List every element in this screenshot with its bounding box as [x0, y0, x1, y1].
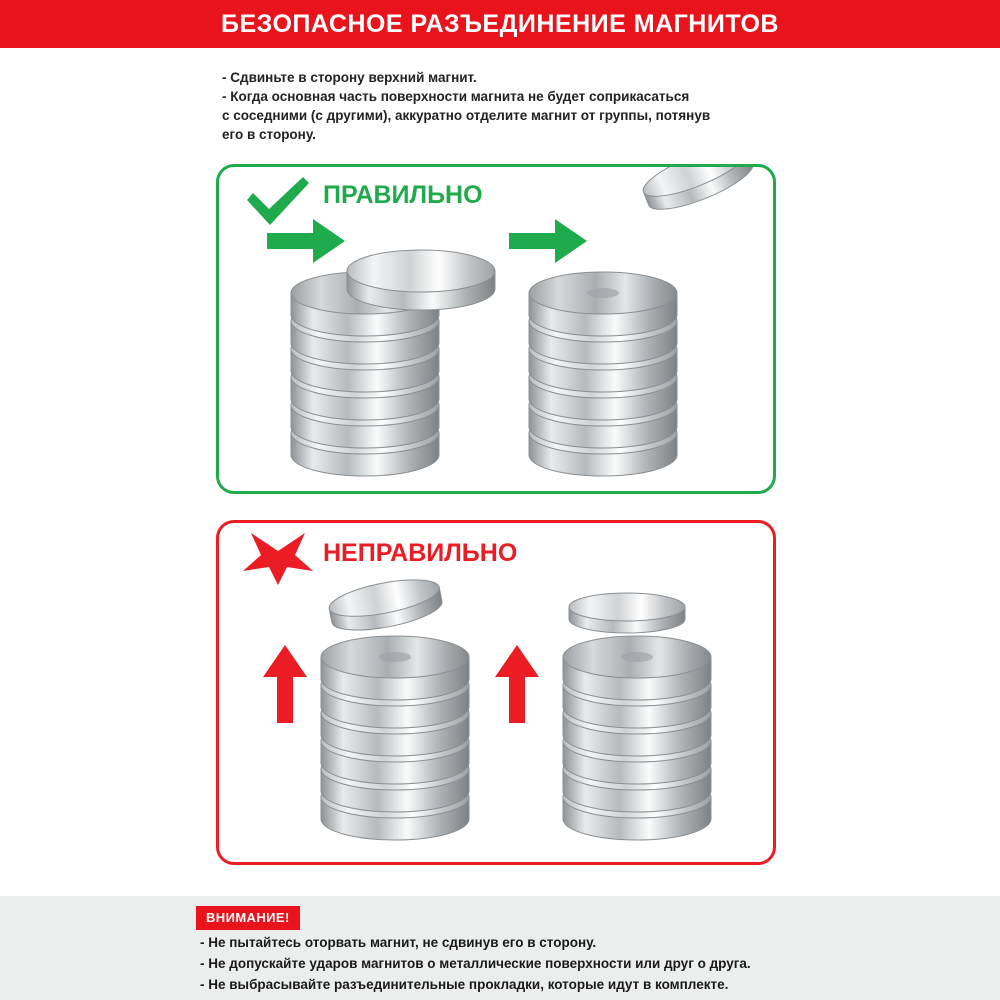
- footer-note-2: - Не допускайте ударов магнитов о металлические поверхности или друг о друга.: [200, 956, 751, 971]
- intro-line-4: его в сторону.: [222, 127, 316, 142]
- wrong-illustration: [219, 523, 773, 862]
- intro-instructions: [222, 68, 842, 144]
- magnet-ripped-left: [326, 573, 444, 638]
- right-arrow-icon-1: [267, 219, 345, 263]
- magnet-stack-left-wrong: [321, 636, 469, 840]
- magnet-ripped-right: [569, 593, 685, 633]
- footer-note-1: - Не пытайтесь оторвать магнит, не сдвинув его в сторону.: [200, 935, 597, 950]
- right-arrow-icon-2: [509, 219, 587, 263]
- footer-note-3: - Не выбрасывайте разъединительные прокладки, которые идут в комплекте.: [200, 977, 729, 992]
- magnet-stack-left: [291, 250, 495, 476]
- intro-line-1: - Сдвиньте в сторону верхний магнит.: [222, 70, 477, 85]
- page-title: БЕЗОПАСНОЕ РАЗЪЕДИНЕНИЕ МАГНИТОВ: [221, 10, 779, 38]
- magnet-stack-right: [529, 272, 677, 476]
- panel-correct-label: ПРАВИЛЬНО: [323, 181, 483, 209]
- footer-notes: [200, 932, 900, 995]
- magnet-slid-sideways: [347, 250, 495, 310]
- panel-correct: [216, 164, 776, 494]
- magnet-stack-right-wrong: [563, 636, 711, 840]
- panel-wrong: [216, 520, 776, 865]
- attention-badge: ВНИМАНИЕ!: [196, 906, 300, 930]
- up-arrow-icon-2: [495, 645, 539, 723]
- panel-wrong-label: НЕПРАВИЛЬНО: [323, 539, 518, 567]
- up-arrow-icon-1: [263, 645, 307, 723]
- magnet-removed: [638, 167, 758, 219]
- correct-illustration: [219, 167, 773, 491]
- intro-line-3: с соседними (с другими), аккуратно отделите магнит от группы, потянув: [222, 108, 711, 123]
- intro-line-2: - Когда основная часть поверхности магнита не будет соприкасаться: [222, 89, 690, 104]
